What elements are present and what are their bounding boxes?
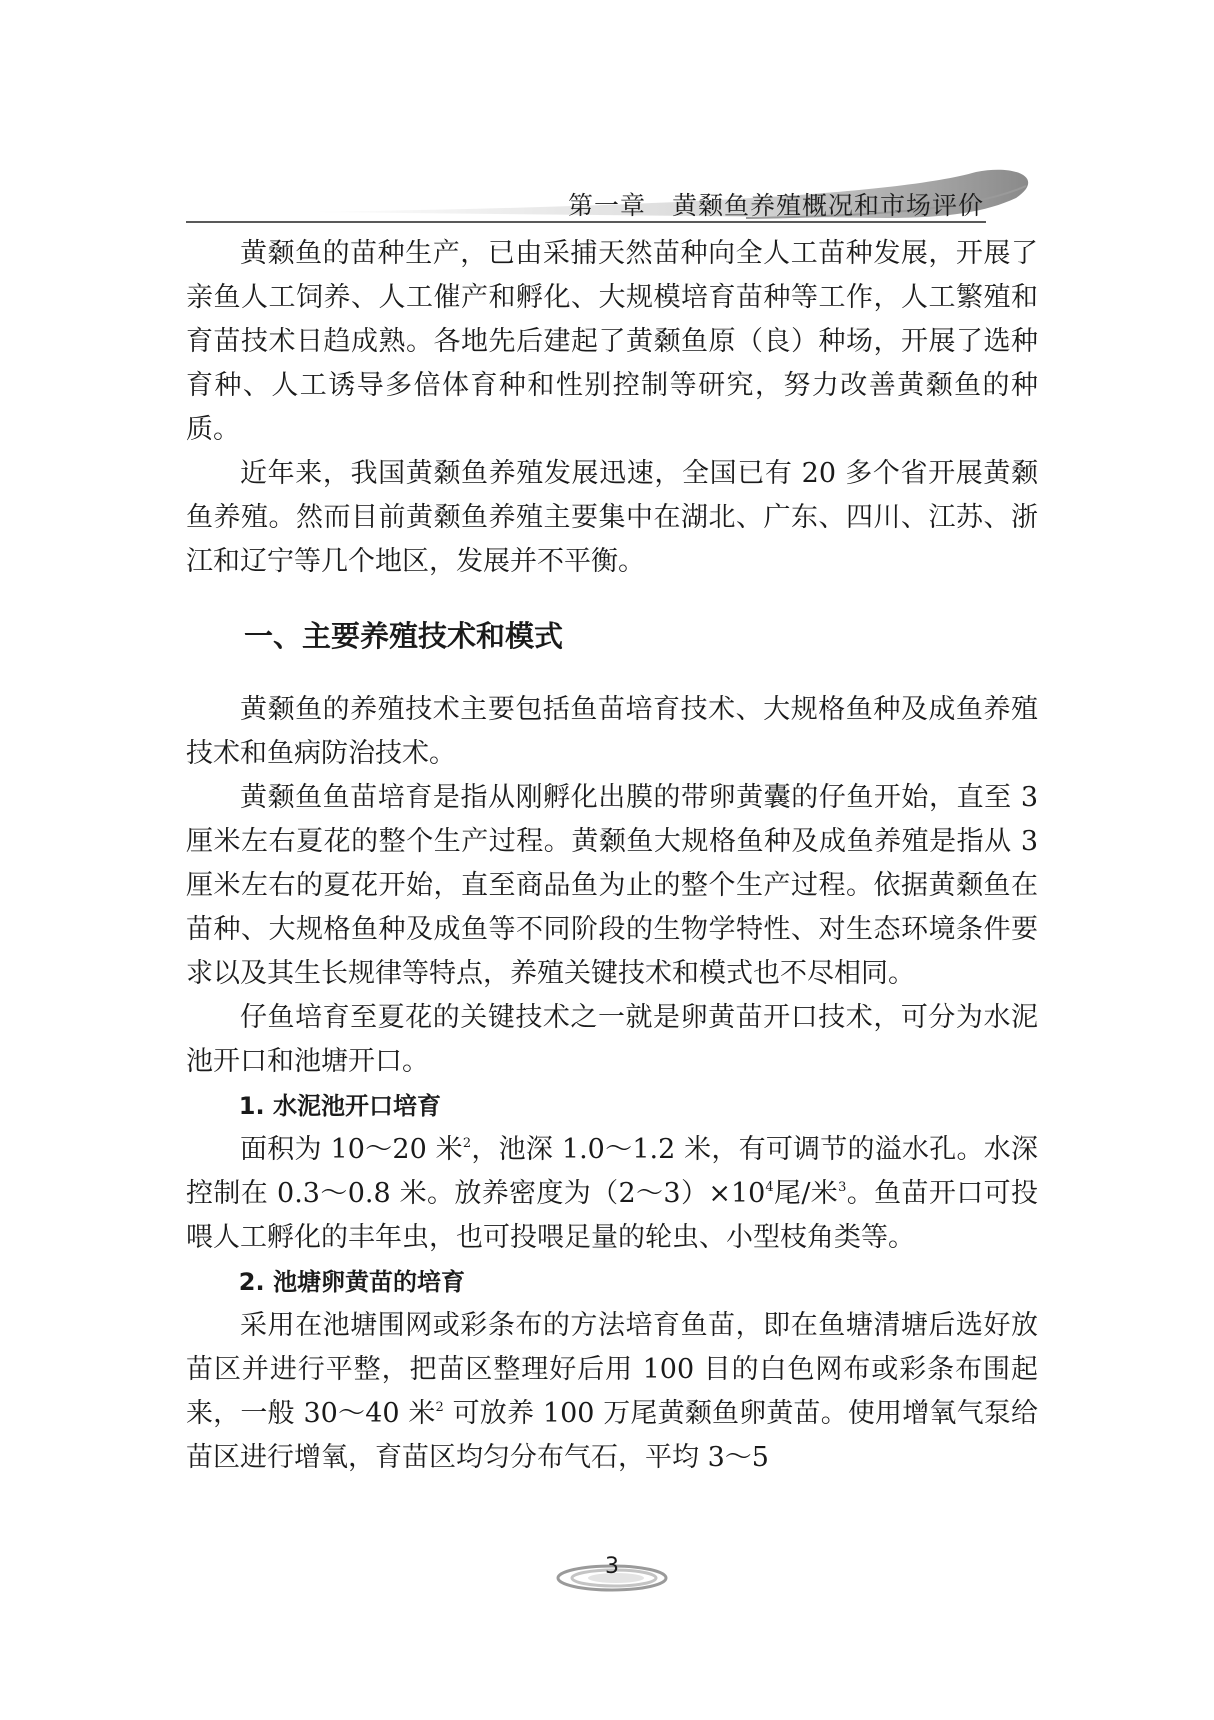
section-heading: 一、主要养殖技术和模式 — [244, 619, 564, 653]
paragraph: 黄颡鱼的养殖技术主要包括鱼苗培育技术、大规格鱼种及成鱼养殖技术和鱼病防治技术。 — [186, 694, 1038, 769]
paragraph: 采用在池塘围网或彩条布的方法培育鱼苗，即在鱼塘清塘后选好放苗区并进行平整，把苗区整理好后用 100 目的白色网布或彩条布围起来，一般 30～40 米$^2$ 可放养 100 万尾黄颡鱼卵黄苗。使用增氧气泵给苗区进行增氧，育苗区均匀分布气石，平均 3～5 — [186, 1310, 1038, 1473]
paragraph: 近年来，我国黄颡鱼养殖发展迅速，全国已有 20 多个省开展黄颡鱼养殖。然而目前黄颡鱼养殖主要集中在湖北、广东、四川、江苏、浙江和辽宁等几个地区，发展并不平衡。 — [186, 458, 1038, 577]
subsection-heading: 2. 池塘卵黄苗的培育 — [238, 1268, 465, 1296]
page-footer — [552, 1548, 672, 1608]
paragraph: 面积为 10～20 米$^2$，池深 1.0～1.2 米，有可调节的溢水孔。水深控制在 0.3～0.8 米。放养密度为$(2\sim 3)\times 10^4$尾/米$^3$。鱼苗开口可投喂人工孵化的丰年虫，也可投喂足量的轮虫、小型枝角类等。 — [186, 1134, 1038, 1253]
page-body — [186, 232, 1038, 1480]
subsection-heading: 1. 水泥池开口培育 — [238, 1092, 441, 1120]
paragraph: 黄颡鱼鱼苗培育是指从刚孵化出膜的带卵黄囊的仔鱼开始，直至 3 厘米左右夏花的整个生产过程。黄颡鱼大规格鱼种及成鱼养殖是指从 3 厘米左右的夏花开始，直至商品鱼为止的整个生产过程。依据黄颡鱼在苗种、大规格鱼种及成鱼等不同阶段的生物学特性、对生态环境条件要求以及其生长规律等特点，养殖关键技术和模式也不尽相同。 — [186, 782, 1038, 989]
page-number: 3 — [605, 1554, 619, 1579]
paragraph: 仔鱼培育至夏花的关键技术之一就是卵黄苗开口技术，可分为水泥池开口和池塘开口。 — [186, 1002, 1038, 1077]
chapter-title: 第一章 黄颡鱼养殖概况和市场评价 — [567, 191, 984, 220]
running-header — [186, 168, 1044, 224]
paragraph: 黄颡鱼的苗种生产，已由采捕天然苗种向全人工苗种发展，开展了亲鱼人工饲养、人工催产和孵化、大规模培育苗种等工作，人工繁殖和育苗技术日趋成熟。各地先后建起了黄颡鱼原（良）种场，开展了选种育种、人工诱导多倍体育种和性别控制等研究，努力改善黄颡鱼的种质。 — [186, 238, 1038, 445]
